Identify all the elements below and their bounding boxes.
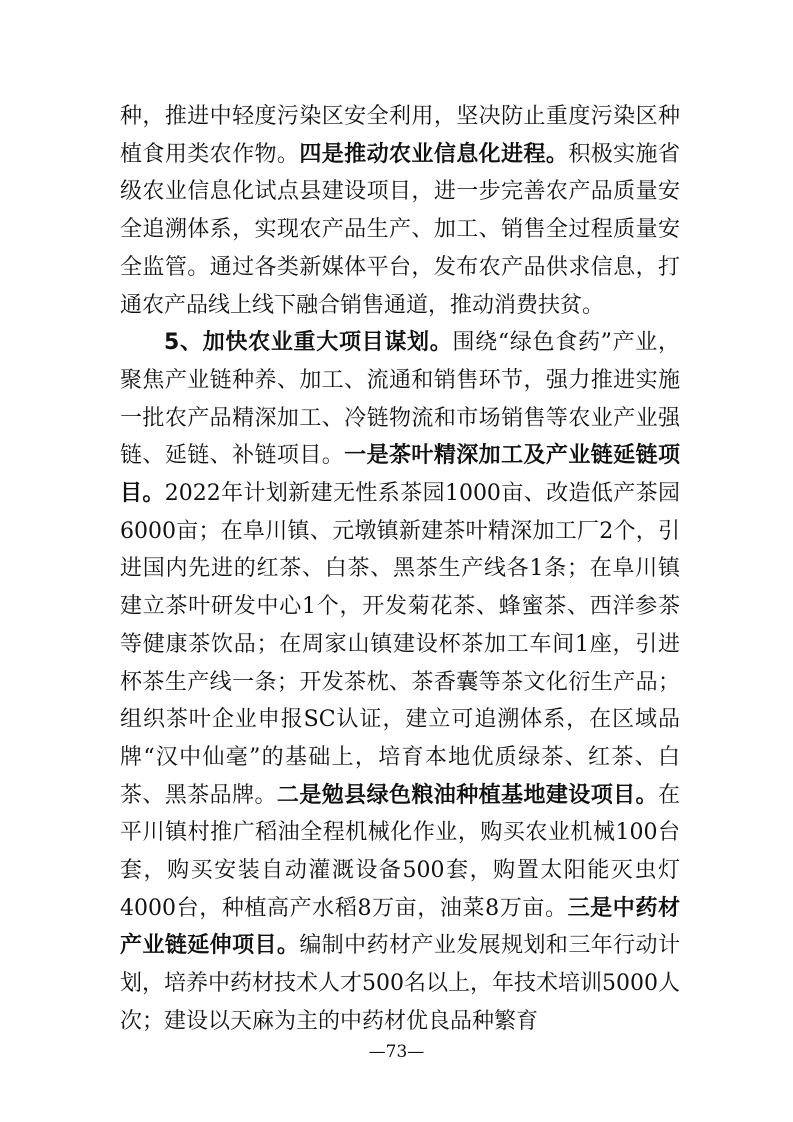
bold-heading: 一是茶叶精深加工及产业链延链项目。 [120,443,680,507]
paragraph-agri-info [120,98,680,324]
text-segment: 积极实施省级农业信息化试点县建设项目，进一步完善农产品质量安全追溯体系，实现农产品生产、加工、销售全过程质量安全监管。通过各类新媒体平台，发布农产品供求信息，打通农产品线上线下融合销售通道，推动消费扶贫。 [120,141,680,318]
bold-heading: 四是推动农业信息化进程。 [299,141,569,167]
page-number: —73— [368,1042,425,1062]
text-segment: 编制中药材产业发展规划和三年行动计划，培养中药材技术人才500名以上，年技术培训5000人次；建设以天麻为主的中药材优良品种繁育 [120,933,680,1034]
body-text [120,98,680,1041]
text-segment: 在平川镇村推广稻油全程机械化作业，购买农业机械100台套，购买安装自动灌溉设备500套，购置太阳能灭虫灯4000台，种植高产水稻8万亩，油菜8万亩。 [120,782,680,921]
text-segment: 2022年计划新建无性系茶园1000亩、改造低产茶园6000亩；在阜川镇、元墩镇新建茶叶精深加工厂2个，引进国内先进的红茶、白茶、黑茶生产线各1条；在阜川镇建立茶叶研发中心1个，开发菊花茶、蜂蜜茶、西洋参茶等健康茶饮品；在周家山镇建设杯茶加工车间1座，引进杯茶生产线一条；开发茶枕、茶香囊等茶文化衍生产品；组织茶叶企业申报SC认证，建立可追溯体系，在区域品牌“汉中仙毫”的基础上，培育本地优质绿茶、红茶、白茶、黑茶品牌。 [120,481,680,808]
bold-heading: 二是勉县绿色粮油种植基地建设项目。 [276,782,658,808]
text-segment: 种，推进中轻度污染区安全利用，坚决防止重度污染区种植食用类农作物。 [120,104,680,167]
text-segment: 围绕“绿色食药”产业，聚焦产业链种养、加工、流通和销售环节，强力推进实施一批农产品精深加工、冷链物流和市场销售等农业产业强链、延链、补链项目。 [120,330,681,469]
bold-heading: 三是中药材产业链延伸项目。 [120,895,680,959]
paragraph-major-projects [120,324,680,1040]
section-heading: 5、加快农业重大项目谋划。 [164,330,453,356]
